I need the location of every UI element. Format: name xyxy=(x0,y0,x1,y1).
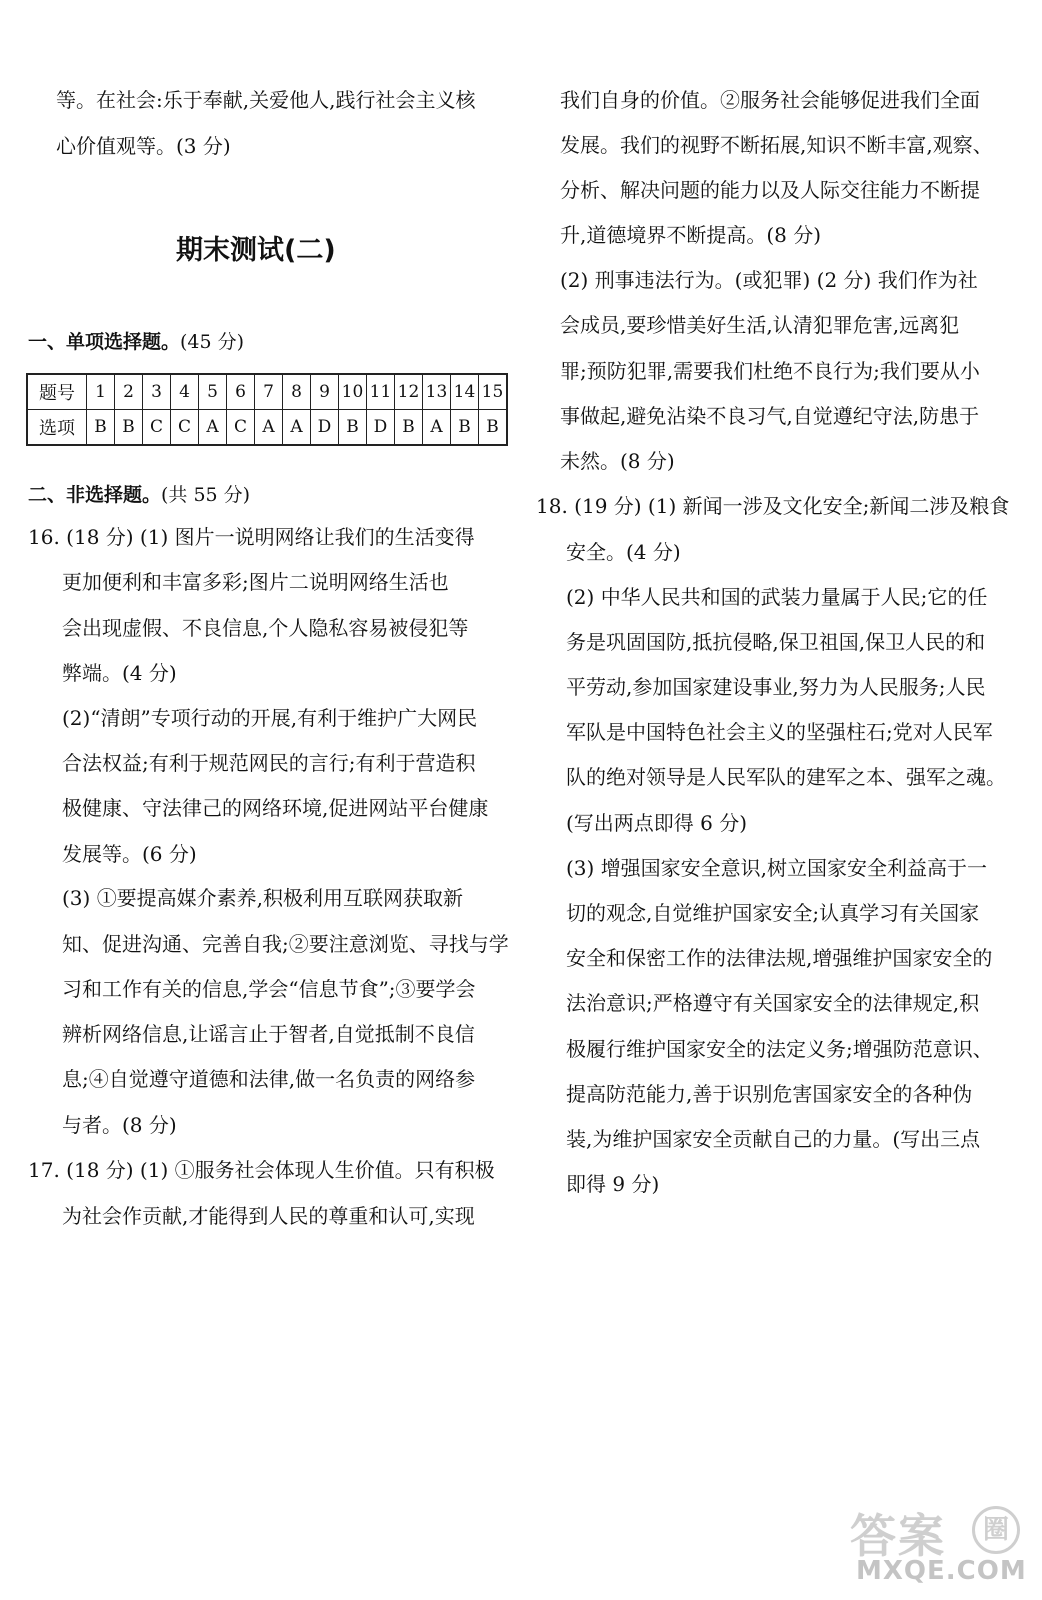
q17-line: 17. (18 分) (1) ①服务社会体现人生价值。只有积极 xyxy=(28,1158,495,1182)
table-header-cell: 题号 xyxy=(27,374,87,410)
q18-line: (2) 中华人民共和国的武装力量属于人民;它的任 xyxy=(566,585,988,609)
section-heading-choice xyxy=(28,327,244,354)
answer-cell: C xyxy=(143,410,171,446)
q18-line: 安全。(4 分) xyxy=(566,540,681,564)
answer-cell: B xyxy=(339,410,367,446)
q17-line: 为社会作贡献,才能得到人民的尊重和认可,实现 xyxy=(62,1204,475,1228)
q16-line: 16. (18 分) (1) 图片一说明网络让我们的生活变得 xyxy=(28,525,475,549)
q18-line: 提高防范能力,善于识别危害国家安全的各种伪 xyxy=(566,1082,973,1106)
question-number-cell: 1 xyxy=(87,374,115,410)
q17-line: 未然。(8 分) xyxy=(560,449,675,473)
q16-line: 更加便利和丰富多彩;图片二说明网络生活也 xyxy=(62,570,449,594)
q18-line: 极履行维护国家安全的法定义务;增强防范意识、 xyxy=(566,1037,993,1061)
answer-cell: A xyxy=(423,410,451,446)
table-header-cell: 选项 xyxy=(27,410,87,446)
q17-line: 发展。我们的视野不断拓展,知识不断丰富,观察、 xyxy=(560,133,993,157)
question-number-cell: 13 xyxy=(423,374,451,410)
question-number-cell: 9 xyxy=(311,374,339,410)
answer-cell: D xyxy=(367,410,395,446)
question-number-cell: 4 xyxy=(171,374,199,410)
q16-line: 极健康、守法律己的网络环境,促进网站平台健康 xyxy=(62,796,489,820)
section-label: 一、单项选择题。 xyxy=(28,331,181,353)
answer-cell: B xyxy=(115,410,143,446)
question-number-cell: 10 xyxy=(339,374,367,410)
q16-line: 发展等。(6 分) xyxy=(62,842,197,866)
section-points: (45 分) xyxy=(180,331,245,353)
question-number-cell: 2 xyxy=(115,374,143,410)
q16-line: 知、促进沟通、完善自我;②要注意浏览、寻找与学 xyxy=(62,932,509,956)
answer-cell: C xyxy=(227,410,255,446)
q17-line: (2) 刑事违法行为。(或犯罪) (2 分) 我们作为社 xyxy=(560,268,978,292)
q16-line: 辨析网络信息,让谣言止于智者,自觉抵制不良信 xyxy=(62,1022,475,1046)
q16-line: 与者。(8 分) xyxy=(62,1113,177,1137)
q18-line: 即得 9 分) xyxy=(566,1172,660,1196)
section-label: 二、非选择题。 xyxy=(28,484,162,506)
table-row xyxy=(27,374,507,410)
question-number-cell: 8 xyxy=(283,374,311,410)
q18-line: 18. (19 分) (1) 新闻一涉及文化安全;新闻二涉及粮食 xyxy=(536,494,1010,518)
q18-line: 平劳动,参加国家建设事业,努力为人民服务;人民 xyxy=(566,675,986,699)
q18-line: 军队是中国特色社会主义的坚强柱石;党对人民军 xyxy=(566,720,993,744)
q17-line: 事做起,避免沾染不良习气,自觉遵纪守法,防患于 xyxy=(560,404,980,428)
q18-line: 法治意识;严格遵守有关国家安全的法律规定,积 xyxy=(566,991,980,1015)
q17-line: 会成员,要珍惜美好生活,认清犯罪危害,远离犯 xyxy=(560,313,960,337)
q18-line: 务是巩固国防,抵抗侵略,保卫祖国,保卫人民的和 xyxy=(566,630,986,654)
q18-line: 安全和保密工作的法律法规,增强维护国家安全的 xyxy=(566,946,993,970)
question-number-cell: 6 xyxy=(227,374,255,410)
q16-line: 习和工作有关的信息,学会“信息节食”;③要学会 xyxy=(62,977,476,1001)
q17-line: 我们自身的价值。②服务社会能够促进我们全面 xyxy=(560,88,980,112)
text-line: 等。在社会:乐于奉献,关爱他人,践行社会主义核 xyxy=(56,88,476,112)
section-points: (共 55 分) xyxy=(161,484,251,506)
q18-line: 队的绝对领导是人民军队的建军之本、强军之魂。 xyxy=(566,765,1006,789)
q18-line: (写出两点即得 6 分) xyxy=(566,811,748,835)
answer-cell: A xyxy=(283,410,311,446)
answer-cell: D xyxy=(311,410,339,446)
q16-line: (2)“清朗”专项行动的开展,有利于维护广大网民 xyxy=(62,706,478,730)
question-number-cell: 5 xyxy=(199,374,227,410)
answer-cell: A xyxy=(255,410,283,446)
answer-cell: B xyxy=(451,410,479,446)
answer-cell: B xyxy=(87,410,115,446)
question-number-cell: 3 xyxy=(143,374,171,410)
q18-line: (3) 增强国家安全意识,树立国家安全利益高于一 xyxy=(566,856,988,880)
q16-line: 会出现虚假、不良信息,个人隐私容易被侵犯等 xyxy=(62,616,469,640)
answer-table xyxy=(26,373,508,446)
answer-cell: B xyxy=(479,410,508,446)
q17-line: 升,道德境界不断提高。(8 分) xyxy=(560,223,822,247)
watermark-circle-icon: 圈 xyxy=(972,1506,1020,1554)
text-line: 心价值观等。(3 分) xyxy=(56,134,231,158)
q16-line: 息;④自觉遵守道德和法律,做一名负责的网络参 xyxy=(62,1067,476,1091)
table-row xyxy=(27,410,507,446)
answer-cell: C xyxy=(171,410,199,446)
watermark-logo xyxy=(846,1500,1026,1590)
q16-line: 合法权益;有利于规范网民的言行;有利于营造积 xyxy=(62,751,476,775)
q17-line: 分析、解决问题的能力以及人际交往能力不断提 xyxy=(560,178,980,202)
q18-line: 切的观念,自觉维护国家安全;认真学习有关国家 xyxy=(566,901,980,925)
q16-line: (3) ①要提高媒介素养,积极利用互联网获取新 xyxy=(62,886,464,910)
question-number-cell: 12 xyxy=(395,374,423,410)
watermark-text: 答案 xyxy=(850,1509,946,1563)
question-number-cell: 15 xyxy=(479,374,508,410)
answer-cell: A xyxy=(199,410,227,446)
page-title: 期末测试(二) xyxy=(176,235,336,266)
question-number-cell: 7 xyxy=(255,374,283,410)
answer-cell: B xyxy=(395,410,423,446)
section-heading-nonchoice xyxy=(28,480,250,507)
q17-line: 罪;预防犯罪,需要我们杜绝不良行为;我们要从小 xyxy=(560,359,980,383)
q18-line: 装,为维护国家安全贡献自己的力量。(写出三点 xyxy=(566,1127,981,1151)
q16-line: 弊端。(4 分) xyxy=(62,661,177,685)
watermark-url: MXQE.COM xyxy=(856,1556,1027,1586)
question-number-cell: 14 xyxy=(451,374,479,410)
question-number-cell: 11 xyxy=(367,374,395,410)
